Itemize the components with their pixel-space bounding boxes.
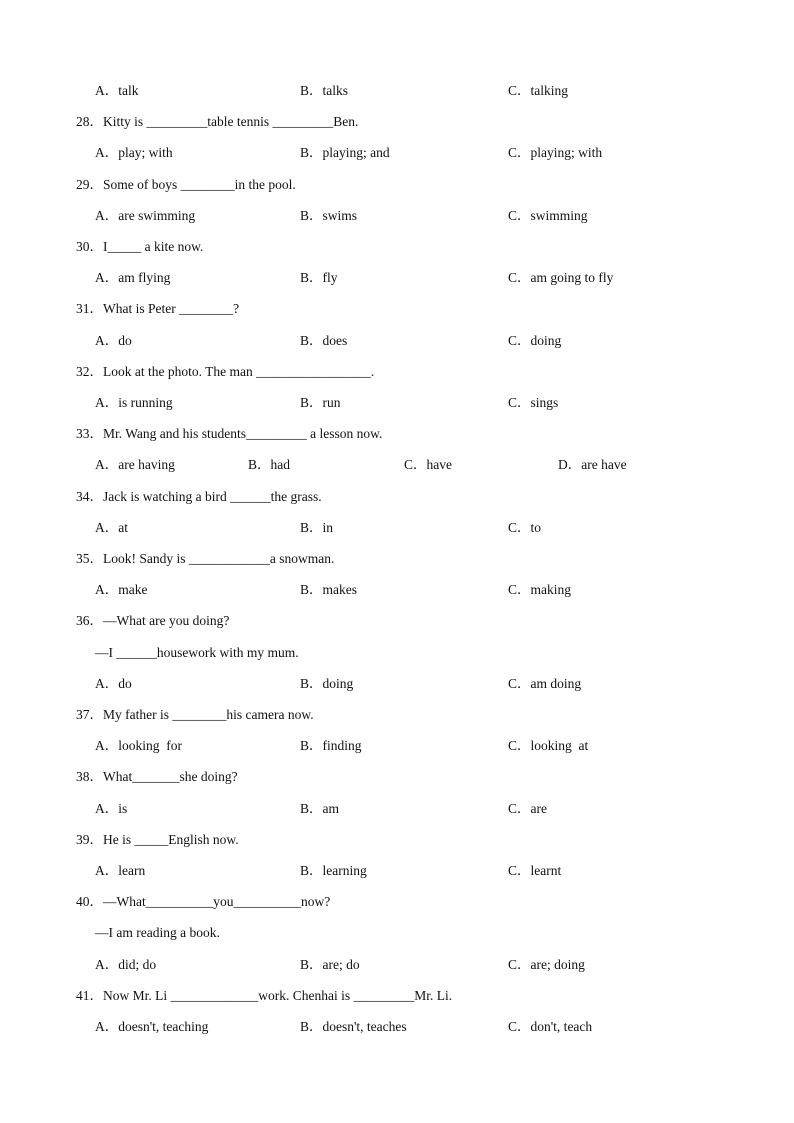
option-c: C．doing <box>508 332 562 348</box>
option-a: A．talk <box>95 83 139 98</box>
option-b: B．swims <box>300 207 358 223</box>
option-c: C．learnt <box>508 863 562 878</box>
option-c: C．are <box>508 800 547 816</box>
options-line <box>0 392 794 414</box>
option-b: B．had <box>248 457 290 473</box>
options-line <box>0 267 794 289</box>
question-text: 29．Some of boys ________in the pool. <box>76 176 296 192</box>
option-c: C．have <box>404 457 452 473</box>
question-text: 37．My father is ________his camera now. <box>76 707 314 722</box>
question-text: 36．—What are you doing? <box>76 613 230 629</box>
option-a: A．looking for <box>95 738 182 754</box>
option-c: C．playing; with <box>508 145 603 161</box>
option-b: B．fly <box>300 270 338 286</box>
question-line <box>0 829 794 851</box>
options-line <box>0 330 794 352</box>
question-text: 33．Mr. Wang and his students_________ a lesson now. <box>76 426 383 442</box>
question-line <box>0 174 794 196</box>
question-line <box>0 486 794 508</box>
option-c: C．sings <box>508 395 559 410</box>
question-line <box>0 610 794 632</box>
options-line <box>0 735 794 757</box>
options-line <box>0 205 794 227</box>
option-c: C．don't, teach <box>508 1019 593 1034</box>
option-a: A．play; with <box>95 145 173 161</box>
option-a: A．make <box>95 582 148 598</box>
option-b: B．doesn't, teaches <box>300 1019 407 1034</box>
options-line <box>0 673 794 695</box>
option-a: A．is <box>95 800 128 816</box>
dialogue-text: —I ______housework with my mum. <box>95 644 299 660</box>
question-line <box>0 236 794 258</box>
option-a: A．do <box>95 332 132 348</box>
question-text: 32．Look at the photo. The man _________________. <box>76 363 375 379</box>
question-line <box>0 891 794 913</box>
option-a: A．at <box>95 519 128 535</box>
question-text: 41．Now Mr. Li _____________work. Chenhai is _________Mr. Li. <box>76 987 453 1003</box>
option-b: B．finding <box>300 738 362 754</box>
option-b: B．talks <box>300 83 349 98</box>
question-line <box>0 704 794 726</box>
question-line <box>0 111 794 133</box>
option-a: A．did; do <box>95 956 157 972</box>
question-text: 28．Kitty is _________table tennis _________Ben. <box>76 114 359 130</box>
option-a: A．are having <box>95 457 175 473</box>
option-a: A．doesn't, teaching <box>95 1019 209 1034</box>
option-b: B．learning <box>300 863 367 878</box>
option-c: C．am doing <box>508 675 582 691</box>
option-b: B．are; do <box>300 956 360 972</box>
options-line <box>0 579 794 601</box>
options-line <box>0 142 794 164</box>
options-line <box>0 80 794 102</box>
option-c: C．looking at <box>508 738 589 754</box>
option-b: B．makes <box>300 582 357 598</box>
question-text: 40．—What__________you__________now? <box>76 894 331 910</box>
option-a: A．is running <box>95 395 173 410</box>
question-line <box>0 548 794 570</box>
question-line <box>0 423 794 445</box>
option-b: B．doing <box>300 675 354 691</box>
question-line <box>0 985 794 1007</box>
question-text: 31．What is Peter ________? <box>76 301 240 317</box>
question-line <box>0 361 794 383</box>
option-b: B．playing; and <box>300 145 390 161</box>
option-a: A．are swimming <box>95 207 196 223</box>
option-b: B．am <box>300 800 339 816</box>
question-line <box>0 642 794 664</box>
option-b: B．does <box>300 332 348 348</box>
option-a: A．learn <box>95 863 146 878</box>
option-c: C．swimming <box>508 207 588 223</box>
option-d: D．are have <box>558 457 627 473</box>
options-line <box>0 517 794 539</box>
option-c: C．to <box>508 519 542 535</box>
question-line <box>0 922 794 944</box>
question-line <box>0 298 794 320</box>
option-a: A．do <box>95 675 132 691</box>
question-text: 30．I_____ a kite now. <box>76 239 204 254</box>
question-line <box>0 766 794 788</box>
option-b: B．in <box>300 519 334 535</box>
options-line <box>0 860 794 882</box>
option-a: A．am flying <box>95 270 171 286</box>
options-line <box>0 454 794 476</box>
question-text: 38．What_______she doing? <box>76 769 238 785</box>
option-c: C．talking <box>508 83 568 98</box>
options-line <box>0 954 794 976</box>
dialogue-text: —I am reading a book. <box>95 925 220 941</box>
options-line <box>0 1016 794 1038</box>
option-c: C．making <box>508 582 571 598</box>
question-text: 35．Look! Sandy is ____________a snowman. <box>76 551 335 566</box>
option-c: C．am going to fly <box>508 270 614 286</box>
option-b: B．run <box>300 395 341 410</box>
question-text: 34．Jack is watching a bird ______the grass. <box>76 488 322 504</box>
options-line <box>0 798 794 820</box>
option-c: C．are; doing <box>508 956 585 972</box>
question-text: 39．He is _____English now. <box>76 831 239 847</box>
